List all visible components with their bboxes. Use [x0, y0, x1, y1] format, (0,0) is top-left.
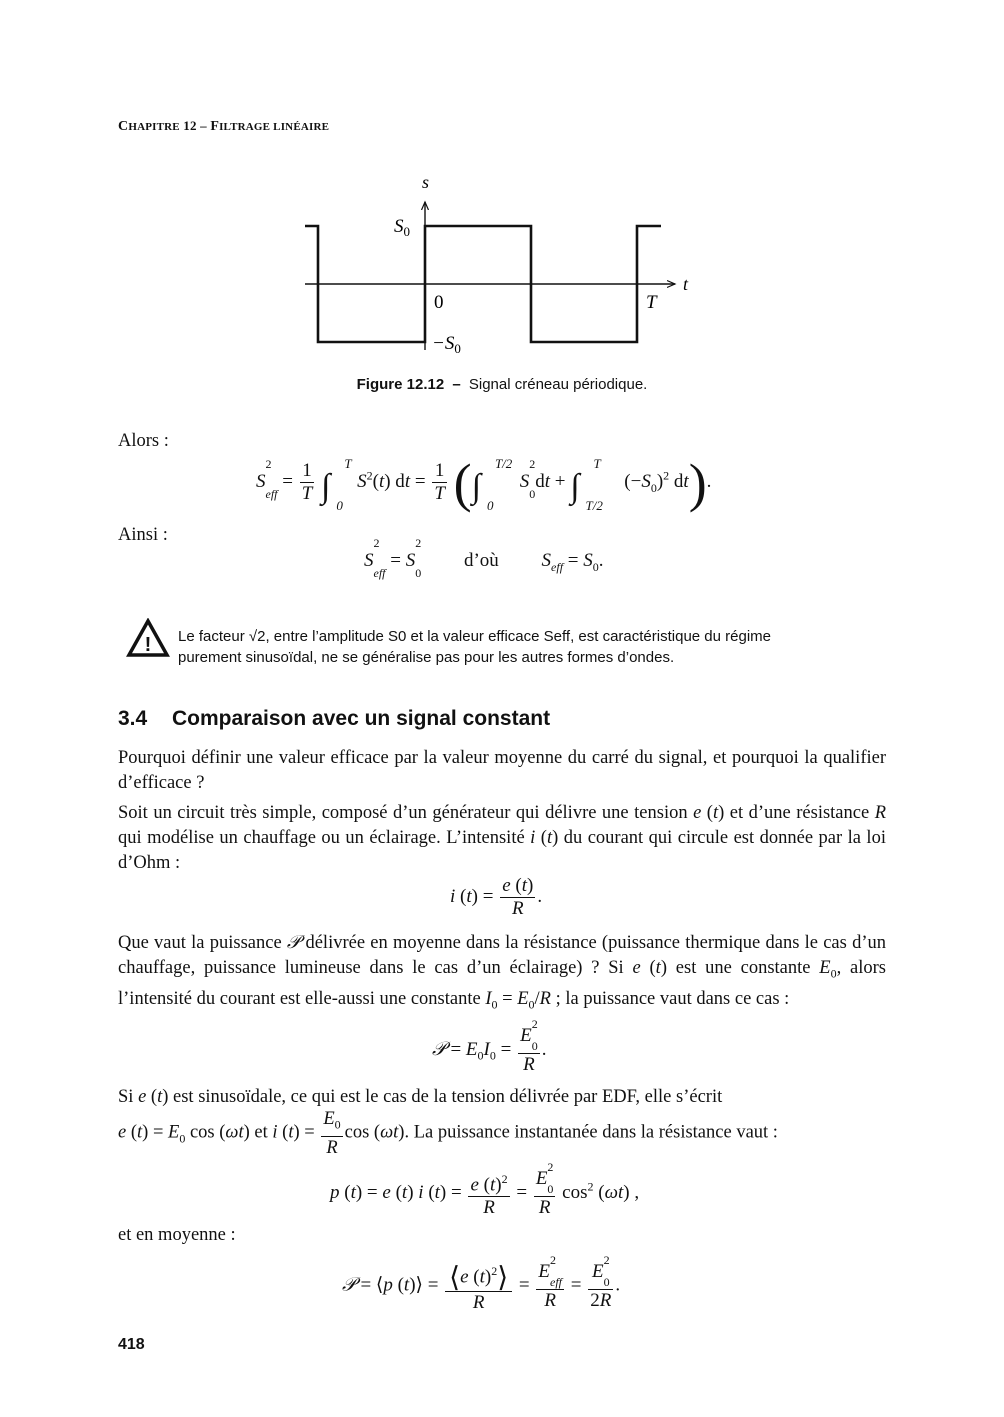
equation-power-constant: 𝒫 = $E_0I_0$ = E 2 $_0$ R . — [432, 1017, 547, 1075]
paragraph-1: Pourquoi définir une valeur efficace par la valeur moyenne du carré du signal, et pourquoi la qualifier d’efficace ? — [118, 748, 886, 793]
label-minus-s0: $-S_0$ — [432, 333, 461, 356]
paragraph-4-line-2: e $(t) = E_0$ cos (ωt) et i (t) = $\frac{E_0}{R}$ cos (ωt). La puissance instantanée dans la résistance vaut : — [118, 1109, 778, 1158]
axis-label-t: t — [683, 274, 689, 294]
warning-icon — [126, 618, 170, 658]
figure-caption — [0, 376, 1004, 393]
word-ainsi: Ainsi : — [118, 525, 168, 545]
svg-text:!: ! — [144, 634, 152, 656]
equation-mean-power: 𝒫 = ⟨p (t)⟩ = $\frac{⟨e (t)^2⟩}{R}$ = E 2 $_{eff}$ R = E 2 $_0$ 2R . — [342, 1252, 621, 1314]
equation-seff-result: S 2 $_{eff}$ = S 2 $_0$ d’où $S_{eff} = S_0$. — [364, 536, 604, 580]
word-en-moyenne: et en moyenne : — [118, 1225, 236, 1245]
header-filtrage: ILTRAGE LINÉAIRE — [219, 121, 330, 133]
word-dou: d’où — [463, 550, 499, 571]
header-chapitre: HAPITRE — [128, 121, 180, 133]
axis-label-s: s — [422, 172, 430, 192]
header-cap-f: F — [210, 119, 220, 134]
header-chapter-number: 12 – — [183, 118, 207, 133]
header-cap-c: C — [118, 119, 129, 134]
label-s0: $S_0$ — [394, 216, 410, 239]
running-header — [118, 118, 329, 135]
warning-line-1: Le facteur √2, entre l’amplitude S0 et la valeur efficace Seff, est caractéristique du régime — [178, 628, 771, 645]
paragraph-4: Si e (t) est sinusoïdale, ce qui est le cas de la tension délivrée par EDF, elle s’écrit — [118, 1087, 723, 1107]
section-number: 3.4 — [118, 707, 148, 730]
paragraph-2: Soit un circuit très simple, composé d’un générateur qui délivre une tension e (t) et d’une résistance R qui modélise un chauffage ou un éclairage. L’intensité i (t) du courant qui circule est donnée par la loi d’Ohm : — [118, 803, 886, 873]
page-number: 418 — [118, 1336, 145, 1353]
equation-ohm: i (t) = $\frac{e (t)}{R}$ . — [450, 875, 543, 919]
word-alors: Alors : — [118, 431, 169, 451]
paragraph-3: Que vaut la puissance 𝒫 délivrée en moyenne dans la résistance (puissance thermique dans le cas d’un chauffage, puissance lumineuse dans le cas d’un éclairage) ? Si e (t) est une constante $E_0$, alors l’intensité du courant est elle-aussi une constante $I_0 = E_0/R$ ; la puissance vaut dans ce cas : — [118, 933, 886, 1012]
label-period: T — [646, 292, 657, 313]
section-title: Comparaison avec un signal constant — [172, 707, 551, 730]
warning-text — [178, 626, 883, 668]
section-heading — [118, 707, 550, 731]
label-origin: 0 — [434, 292, 444, 313]
equation-instant-power: p (t) = e (t) i (t) = $\frac{e (t)^2}{R}$ = E 2 $_0$ R $\cos^2 (\omega t)$ , — [330, 1160, 640, 1219]
equation-seff-integral: S 2 $_{eff}$ = $\frac{1}{T}$ ∫ T 0 $S^2(t)$ dt = $\frac{1}{T}$ (∫ T/2 0 S 2 $_0$dt + ∫ T T/2 $(-S_0)^2$ dt). — [256, 453, 712, 513]
caption-label: Figure 12.12 — [356, 376, 445, 393]
caption-text: Signal créneau périodique. — [468, 376, 648, 393]
square-wave-figure — [300, 170, 710, 360]
warning-line-2: purement sinusoïdal, ne se généralise pas pour les autres formes d’ondes. — [178, 649, 675, 666]
caption-dash: – — [452, 376, 461, 393]
